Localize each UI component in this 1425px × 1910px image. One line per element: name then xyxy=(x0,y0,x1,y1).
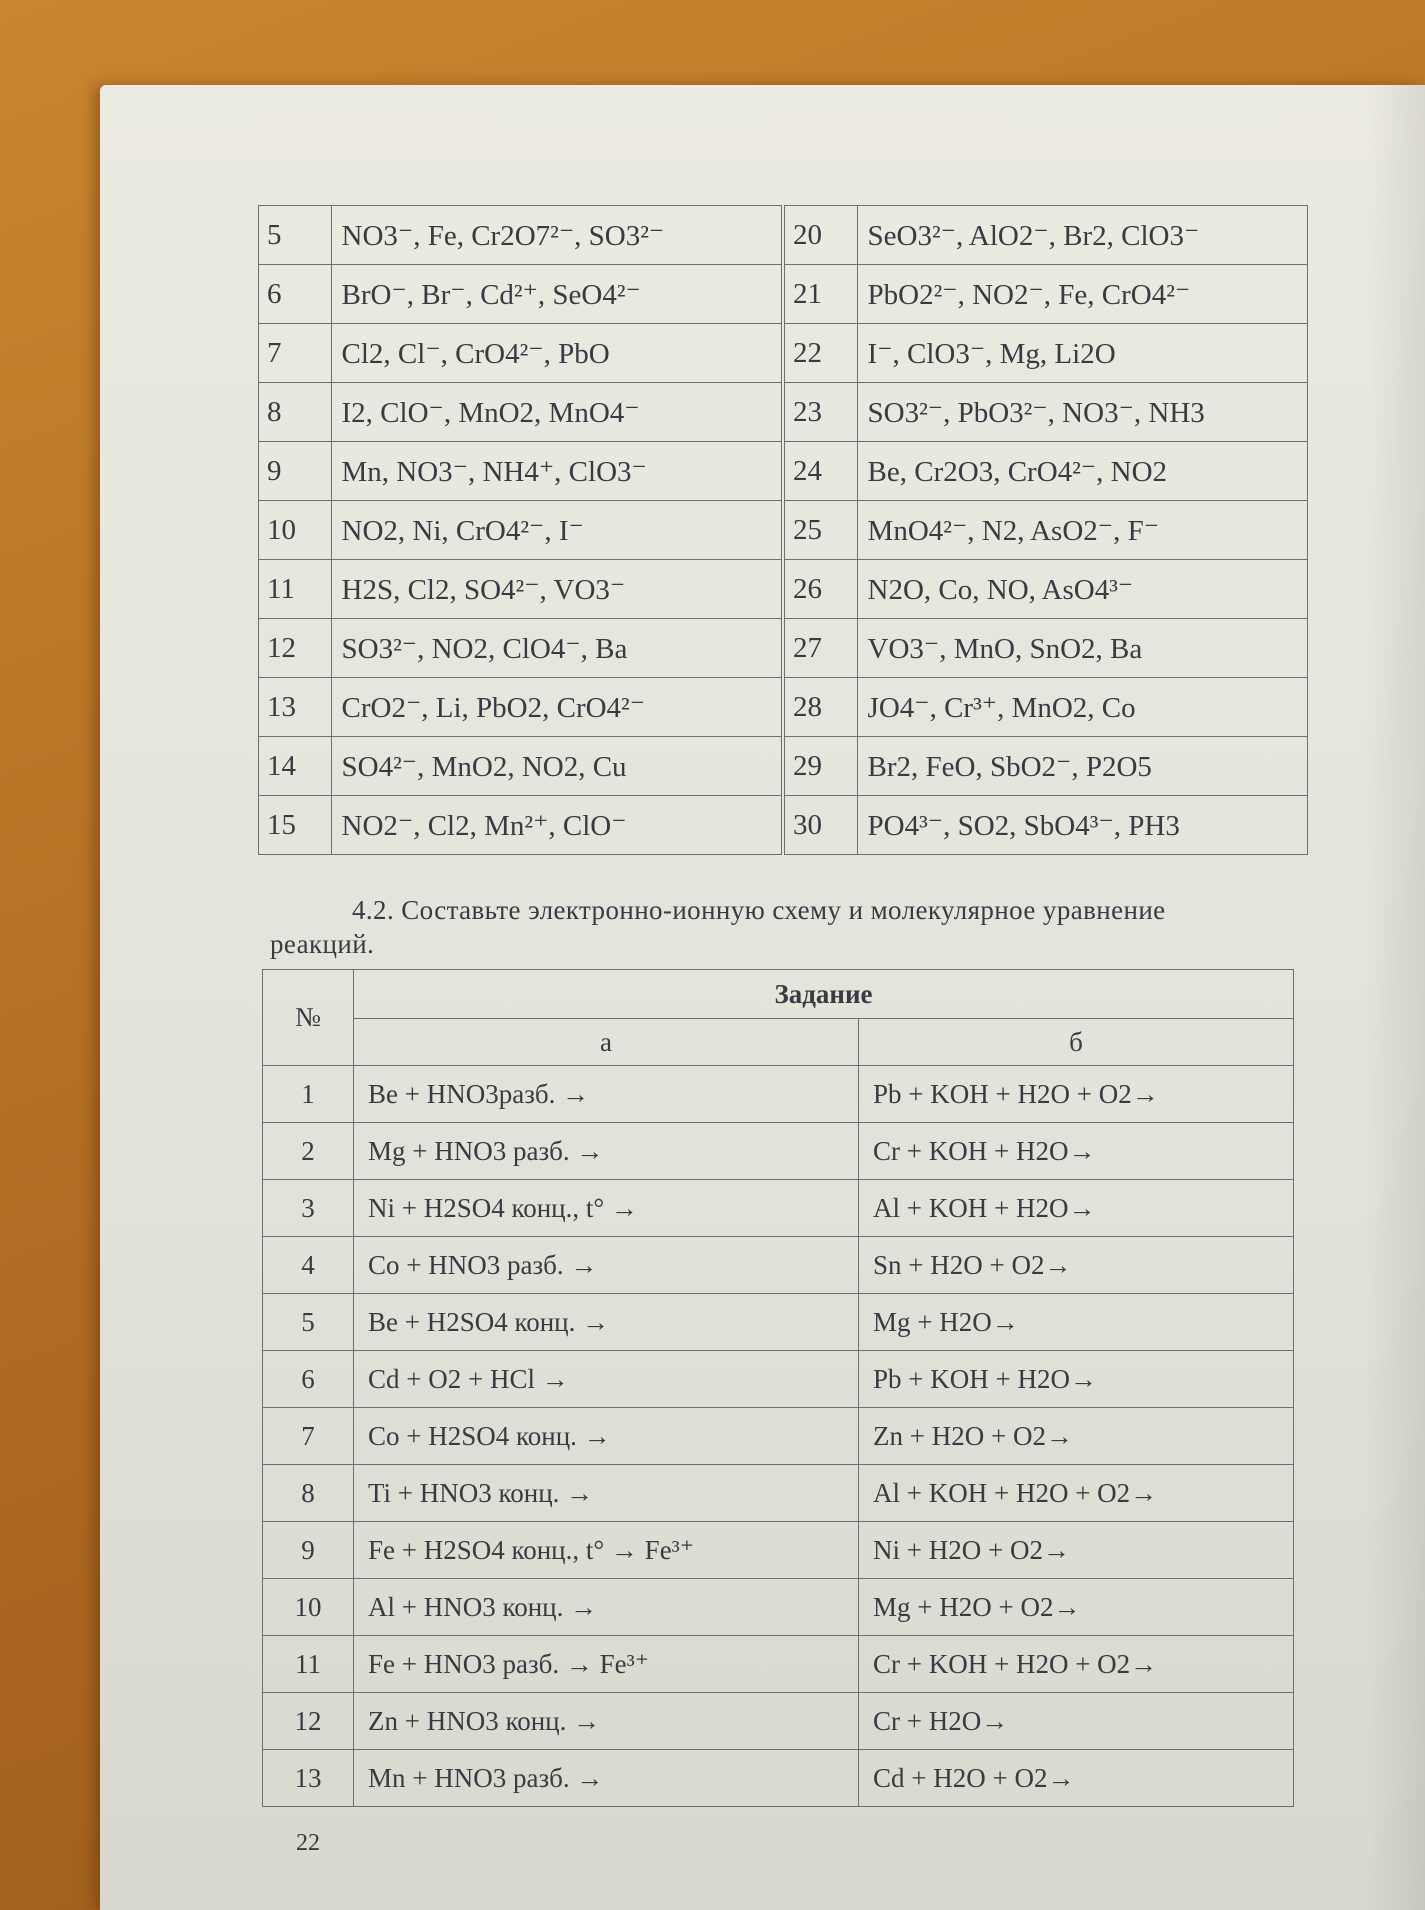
reaction-a: Cd + O2 + HCl → xyxy=(354,1351,859,1408)
row-number: 30 xyxy=(783,796,857,855)
table-row xyxy=(263,1123,1294,1180)
table-row xyxy=(263,1180,1294,1237)
reaction-a: Fe + HNO3 разб. → Fe³⁺ xyxy=(354,1636,859,1693)
table-row xyxy=(259,737,1308,796)
ion-set: PO4³⁻, SO2, SbO4³⁻, PH3 xyxy=(857,796,1307,855)
reaction-b: Sn + H2O + O2→ xyxy=(859,1237,1294,1294)
reaction-a: Zn + HNO3 конц. → xyxy=(354,1693,859,1750)
reaction-a: Co + H2SO4 конц. → xyxy=(354,1408,859,1465)
ion-set: I⁻, ClO3⁻, Mg, Li2O xyxy=(857,324,1307,383)
row-number: 24 xyxy=(783,442,857,501)
reaction-a: Be + H2SO4 конц. → xyxy=(354,1294,859,1351)
heading-line-1: 4.2. Составьте электронно-ионную схему и молекулярное уравнение xyxy=(352,895,1166,925)
ion-set: Mn, NO3⁻, NH4⁺, ClO3⁻ xyxy=(331,442,783,501)
reaction-a: Mn + HNO3 разб. → xyxy=(354,1750,859,1807)
table-row xyxy=(259,442,1308,501)
reaction-b: Cr + H2O→ xyxy=(859,1693,1294,1750)
reaction-a: Al + HNO3 конц. → xyxy=(354,1579,859,1636)
ion-set: SO3²⁻, PbO3²⁻, NO3⁻, NH3 xyxy=(857,383,1307,442)
table-row xyxy=(259,383,1308,442)
table-row xyxy=(259,324,1308,383)
reaction-b: Al + KOH + H2O→ xyxy=(859,1180,1294,1237)
row-number: 14 xyxy=(259,737,332,796)
ion-set: I2, ClO⁻, MnO2, MnO4⁻ xyxy=(331,383,783,442)
task-number: 9 xyxy=(263,1522,354,1579)
task-number: 7 xyxy=(263,1408,354,1465)
row-number: 13 xyxy=(259,678,332,737)
reaction-b: Pb + KOH + H2O + O2→ xyxy=(859,1066,1294,1123)
header-row xyxy=(263,970,1294,1019)
ion-set: BrO⁻, Br⁻, Cd²⁺, SeO4²⁻ xyxy=(331,265,783,324)
reaction-b: Al + KOH + H2O + O2→ xyxy=(859,1465,1294,1522)
col-a-header: а xyxy=(354,1019,859,1066)
row-number: 22 xyxy=(783,324,857,383)
table-row xyxy=(263,1636,1294,1693)
reaction-b: Ni + H2O + O2→ xyxy=(859,1522,1294,1579)
table-row xyxy=(263,1522,1294,1579)
ion-set: Cl2, Cl⁻, CrO4²⁻, PbO xyxy=(331,324,783,383)
table-row xyxy=(263,1408,1294,1465)
row-number: 15 xyxy=(259,796,332,855)
row-number: 12 xyxy=(259,619,332,678)
reaction-b: Cd + H2O + O2→ xyxy=(859,1750,1294,1807)
reaction-b: Cr + KOH + H2O + O2→ xyxy=(859,1636,1294,1693)
ions-table xyxy=(258,205,1308,855)
table-row xyxy=(259,560,1308,619)
reaction-a: Fe + H2SO4 конц., t° → Fe³⁺ xyxy=(354,1522,859,1579)
table-row xyxy=(263,1351,1294,1408)
reaction-a: Mg + HNO3 разб. → xyxy=(354,1123,859,1180)
task-number: 6 xyxy=(263,1351,354,1408)
row-number: 26 xyxy=(783,560,857,619)
reaction-b: Zn + H2O + O2→ xyxy=(859,1408,1294,1465)
ion-set: NO2, Ni, CrO4²⁻, I⁻ xyxy=(331,501,783,560)
row-number: 5 xyxy=(259,206,332,265)
task-number: 10 xyxy=(263,1579,354,1636)
row-number: 10 xyxy=(259,501,332,560)
table-row xyxy=(259,678,1308,737)
table-row xyxy=(263,1579,1294,1636)
row-number: 9 xyxy=(259,442,332,501)
reaction-b: Mg + H2O + O2→ xyxy=(859,1579,1294,1636)
table-row xyxy=(263,1750,1294,1807)
ion-set: CrO2⁻, Li, PbO2, CrO4²⁻ xyxy=(331,678,783,737)
ion-set: Br2, FeO, SbO2⁻, P2O5 xyxy=(857,737,1307,796)
task-number: 1 xyxy=(263,1066,354,1123)
row-number: 21 xyxy=(783,265,857,324)
table-row xyxy=(259,796,1308,855)
row-number: 7 xyxy=(259,324,332,383)
ion-set: Be, Cr2O3, CrO4²⁻, NO2 xyxy=(857,442,1307,501)
ion-set: H2S, Cl2, SO4²⁻, VO3⁻ xyxy=(331,560,783,619)
ion-set: NO3⁻, Fe, Cr2O7²⁻, SO3²⁻ xyxy=(331,206,783,265)
task-number: 11 xyxy=(263,1636,354,1693)
task-number: 3 xyxy=(263,1180,354,1237)
ion-set: VO3⁻, MnO, SnO2, Ba xyxy=(857,619,1307,678)
row-number: 29 xyxy=(783,737,857,796)
ion-set: SO4²⁻, MnO2, NO2, Cu xyxy=(331,737,783,796)
table-row xyxy=(263,1693,1294,1750)
col-b-header: б xyxy=(859,1019,1294,1066)
reaction-a: Be + HNO3разб. → xyxy=(354,1066,859,1123)
col-task-header: Задание xyxy=(354,970,1294,1019)
row-number: 28 xyxy=(783,678,857,737)
book-page xyxy=(100,85,1425,1910)
row-number: 8 xyxy=(259,383,332,442)
row-number: 6 xyxy=(259,265,332,324)
ion-set: NO2⁻, Cl2, Mn²⁺, ClO⁻ xyxy=(331,796,783,855)
table-row xyxy=(259,619,1308,678)
task-number: 12 xyxy=(263,1693,354,1750)
row-number: 11 xyxy=(259,560,332,619)
task-number: 13 xyxy=(263,1750,354,1807)
heading-line-2: реакций. xyxy=(270,929,375,959)
reactions-table xyxy=(262,969,1294,1807)
reaction-b: Mg + H2O→ xyxy=(859,1294,1294,1351)
table-row xyxy=(263,1294,1294,1351)
ion-set: JO4⁻, Cr³⁺, MnO2, Co xyxy=(857,678,1307,737)
reaction-a: Co + HNO3 разб. → xyxy=(354,1237,859,1294)
table-row xyxy=(263,1066,1294,1123)
table-row xyxy=(263,1237,1294,1294)
row-number: 25 xyxy=(783,501,857,560)
reaction-b: Cr + KOH + H2O→ xyxy=(859,1123,1294,1180)
ion-set: PbO2²⁻, NO2⁻, Fe, CrO4²⁻ xyxy=(857,265,1307,324)
section-heading xyxy=(270,893,1315,961)
task-number: 2 xyxy=(263,1123,354,1180)
row-number: 20 xyxy=(783,206,857,265)
row-number: 23 xyxy=(783,383,857,442)
table-row xyxy=(259,265,1308,324)
table-row xyxy=(259,206,1308,265)
task-number: 8 xyxy=(263,1465,354,1522)
ion-set: SeO3²⁻, AlO2⁻, Br2, ClO3⁻ xyxy=(857,206,1307,265)
task-number: 5 xyxy=(263,1294,354,1351)
reaction-a: Ni + H2SO4 конц., t° → xyxy=(354,1180,859,1237)
ion-set: SO3²⁻, NO2, ClO4⁻, Ba xyxy=(331,619,783,678)
page-number: 22 xyxy=(296,1830,320,1856)
table-row xyxy=(263,1465,1294,1522)
reaction-b: Pb + KOH + H2O→ xyxy=(859,1351,1294,1408)
col-num-header: № xyxy=(263,970,354,1066)
task-number: 4 xyxy=(263,1237,354,1294)
subheader-row xyxy=(263,1019,1294,1066)
row-number: 27 xyxy=(783,619,857,678)
ion-set: MnO4²⁻, N2, AsO2⁻, F⁻ xyxy=(857,501,1307,560)
reaction-a: Ti + HNO3 конц. → xyxy=(354,1465,859,1522)
ion-set: N2O, Co, NO, AsO4³⁻ xyxy=(857,560,1307,619)
table-row xyxy=(259,501,1308,560)
